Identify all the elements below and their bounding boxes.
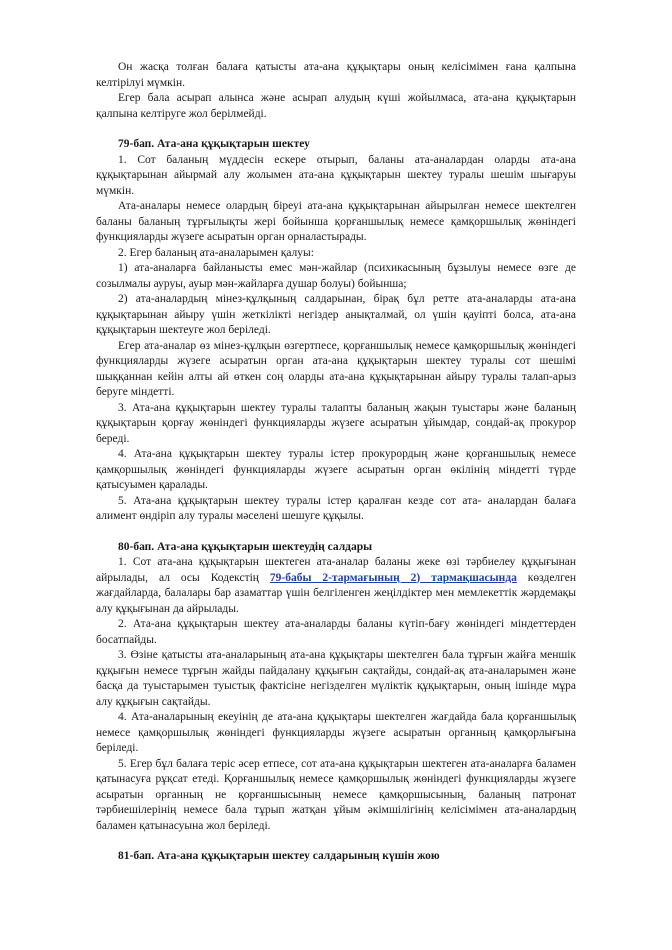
article-79-paragraph-3: 2. Егер баланың ата-аналарымен қалуы: (118, 246, 314, 259)
section-gap (96, 122, 576, 137)
intro-paragraph-1: Он жасқа толған балаға қатысты ата-ана құқықтары оның келісімімен ғана қалпына келтірілуі мүмкін. (96, 61, 576, 89)
article-79-paragraph-9: 5. Ата-ана құқықтарын шектеу туралы істер қаралған кезде сот ата- аналардан балаға алимент өндіріп алу туралы мәселені шешуге құқылы. (96, 494, 576, 522)
article-80-p1-text-after: көзделген жағдайларда, балалары бар азаматтар үшін белгіленген жеңілдіктер мен мемлекеттік жәрдемақы алу құқығынан да айрылады. (96, 571, 576, 615)
article-79-paragraph-5: 2) ата-аналардың мінез-құлқының салдарынан, бірақ бұл ретте ата-аналарды ата-ана құқықтарынан айыру үшін жеткілікті негіздер анықталмай, ол үшін қауіпті болса, ата-ана құқықтарын шектеуге жол беріледі. (96, 293, 576, 336)
article-80-paragraph-5: 5. Егер бұл балаға теріс әсер етпесе, сот ата-ана құқықтарын шектеген ата-аналарға баламен қатынасуға рұқсат етеді. Қорғаншылық немесе қамқоршылық жөніндегі функцияларды жүзеге асыратын органның не қорғаншысының немесе қамқоршысының, баланың патронат тәрбиешілерінің немесе бала тұрып жатқан ұйым әкімшілігінің келісімімен ата-аналардың баламен қатынасуына жол беріледі. (96, 757, 576, 832)
article-79-paragraph-8: 4. Ата-ана құқықтарын шектеу туралы істер прокурордың және қорғаншылық немесе қамқоршылық жөніндегі функцияларды жүзеге асыратын орган өкілінің міндетті түрде қатысуымен қаралады. (96, 448, 576, 491)
intro-paragraph-2: Егер бала асырап алынса және асырап алудың күші жойылмаса, ата-ана құқықтарын қалпына келтіруге жол берілмейді. (96, 92, 576, 120)
article-80-paragraph-1 (96, 555, 576, 617)
article-80-paragraph-2: 2. Ата-ана құқықтарын шектеу ата-аналарды баланы күтіп-бағу жөніндегі міндеттерден босатпайды. (96, 618, 576, 646)
article-79-paragraph-6: Егер ата-аналар өз мінез-құлқын өзгертпесе, қорғаншылық немесе қамқоршылық жөніндегі функцияларды жүзеге асыратын орган ата-ана құқықтарын шектеу туралы сот шешімі шыққаннан кейін алты ай өткен соң оларды ата-ана құқықтарынан айыру туралы талап-арыз беруге міндетті. (96, 339, 576, 398)
article-79-reference-link[interactable]: 79-бабы 2-тармағының 2) тармақшасында (269, 571, 517, 584)
section-gap (96, 834, 576, 849)
article-79-paragraph-4: 1) ата-аналарға байланысты емес мән-жайлар (психикасының бұзылуы немесе өзге де созылмалы ауруы, ауыр мән-жайларға душар болуы) бойынша; (96, 262, 576, 290)
article-80-paragraph-3: 3. Өзіне қатысты ата-аналарының ата-ана құқықтары шектелген бала тұрғын жайға меншік құқығын немесе тұрғын жайды пайдалану құқығын сақтайды, сондай-ақ ата-аналарымен және басқа да туыстарымен туыстық фактісіне негізделген мүліктік құқықтарын, оның ішінде мұра алу құқығын сақтайды. (96, 649, 576, 708)
article-80-paragraph-4: 4. Ата-аналарының екеуінің де ата-ана құқықтары шектелген жағдайда бала қорғаншылық немесе қамқоршылық жөніндегі функцияларды жүзеге асыратын органның қамқорлығына беріледі. (96, 711, 576, 754)
article-79-heading: 79-бап. Ата-ана құқықтарын шектеу (118, 138, 310, 150)
article-79-paragraph-1: 1. Сот баланың мүддесін ескере отырып, баланы ата-аналардан оларды ата-ана құқықтарынан айырмай алу жолымен ата-ана құқықтарын шектеу туралы шешім шығаруы мүмкін. (96, 153, 576, 197)
article-80-heading: 80-бап. Ата-ана құқықтарын шектеудің салдары (118, 540, 373, 553)
article-81-heading: 81-бап. Ата-ана құқықтарын шектеу салдарының күшін жою (118, 850, 440, 862)
article-79-paragraph-7: 3. Ата-ана құқықтарын шектеу туралы талапты баланың жақын туыстары және баланың құқықтарын қорғау жөніндегі функцияларды жүзеге асыратын ұйымдар, сондай-ақ прокурор береді. (96, 401, 576, 445)
article-80-p1-text-before: 1. Сот ата-ана құқықтарын шектеген ата-аналар баланы жеке өзі тәрбиелеу құқығынан айрылады, ал осы Кодекстің (96, 556, 576, 584)
section-gap (96, 525, 576, 540)
article-79-paragraph-2: Ата-аналары немесе олардың біреуі ата-ана құқықтарынан айырылған немесе шектелген баланы баланың тұрғылықты жері бойынша қорғаншылық немесе қамқоршылық жөніндегі функцияларды жүзеге асыратын орган орналастырады. (96, 200, 576, 243)
